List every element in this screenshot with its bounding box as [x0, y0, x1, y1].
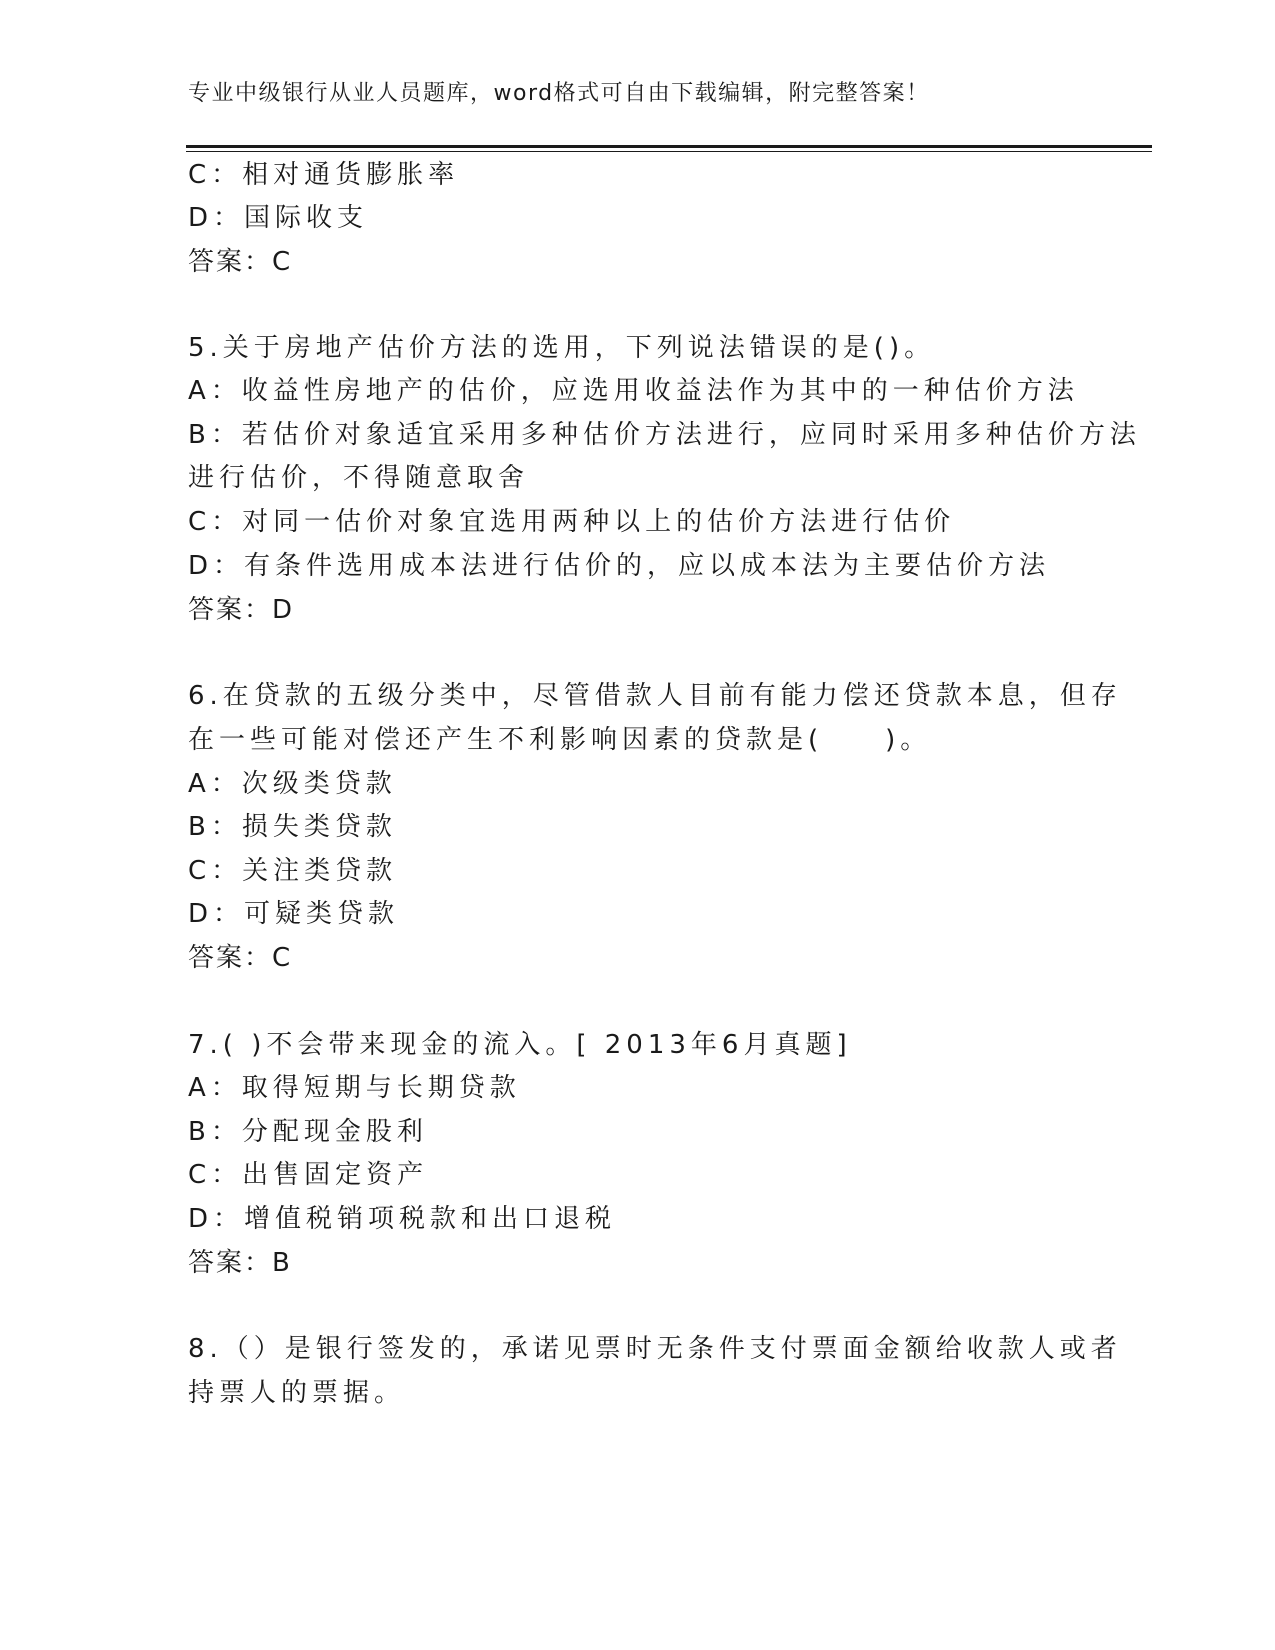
- option-line: A：次级类贷款: [188, 769, 397, 799]
- question-line: 6.在贷款的五级分类中，尽管借款人目前有能力偿还贷款本息，但存: [188, 681, 1122, 711]
- option-line: B：分配现金股利: [188, 1117, 428, 1147]
- option-line: A：收益性房地产的估价，应选用收益法作为其中的一种估价方法: [188, 376, 1079, 406]
- page-header: 专业中级银行从业人员题库，word格式可自由下载编辑，附完整答案！: [188, 81, 930, 106]
- answer-line: 答案：C: [188, 247, 293, 277]
- header-rule-thin: [186, 151, 1152, 152]
- question-line: 在一些可能对偿还产生不利影响因素的贷款是( )。: [188, 725, 932, 755]
- answer-line: 答案：D: [188, 595, 295, 625]
- option-line: D：国际收支: [188, 203, 369, 233]
- option-line: D：增值税销项税款和出口退税: [188, 1204, 617, 1234]
- question-line: 5.关于房地产估价方法的选用，下列说法错误的是()。: [188, 333, 936, 363]
- question-line: 8.（）是银行签发的，承诺见票时无条件支付票面金额给收款人或者: [188, 1334, 1122, 1364]
- option-line: C：对同一估价对象宜选用两种以上的估价方法进行估价: [188, 507, 956, 537]
- option-line: 进行估价，不得随意取舍: [188, 463, 530, 493]
- option-line: C：出售固定资产: [188, 1160, 429, 1190]
- option-line: C：相对通货膨胀率: [188, 160, 460, 190]
- option-line: A：取得短期与长期贷款: [188, 1073, 521, 1103]
- option-line: D：有条件选用成本法进行估价的，应以成本法为主要估价方法: [188, 551, 1051, 581]
- answer-line: 答案：C: [188, 943, 293, 973]
- option-line: C：关注类贷款: [188, 856, 398, 886]
- option-line: B：损失类贷款: [188, 812, 397, 842]
- question-line: 持票人的票据。: [188, 1378, 406, 1408]
- question-line: 7.( )不会带来现金的流入。[ 2013年6月真题]: [188, 1030, 852, 1060]
- answer-line: 答案：B: [188, 1248, 292, 1278]
- header-rule-thick: [186, 145, 1152, 148]
- option-line: D：可疑类贷款: [188, 899, 400, 929]
- option-line: B：若估价对象适宜采用多种估价方法进行，应同时采用多种估价方法: [188, 420, 1141, 450]
